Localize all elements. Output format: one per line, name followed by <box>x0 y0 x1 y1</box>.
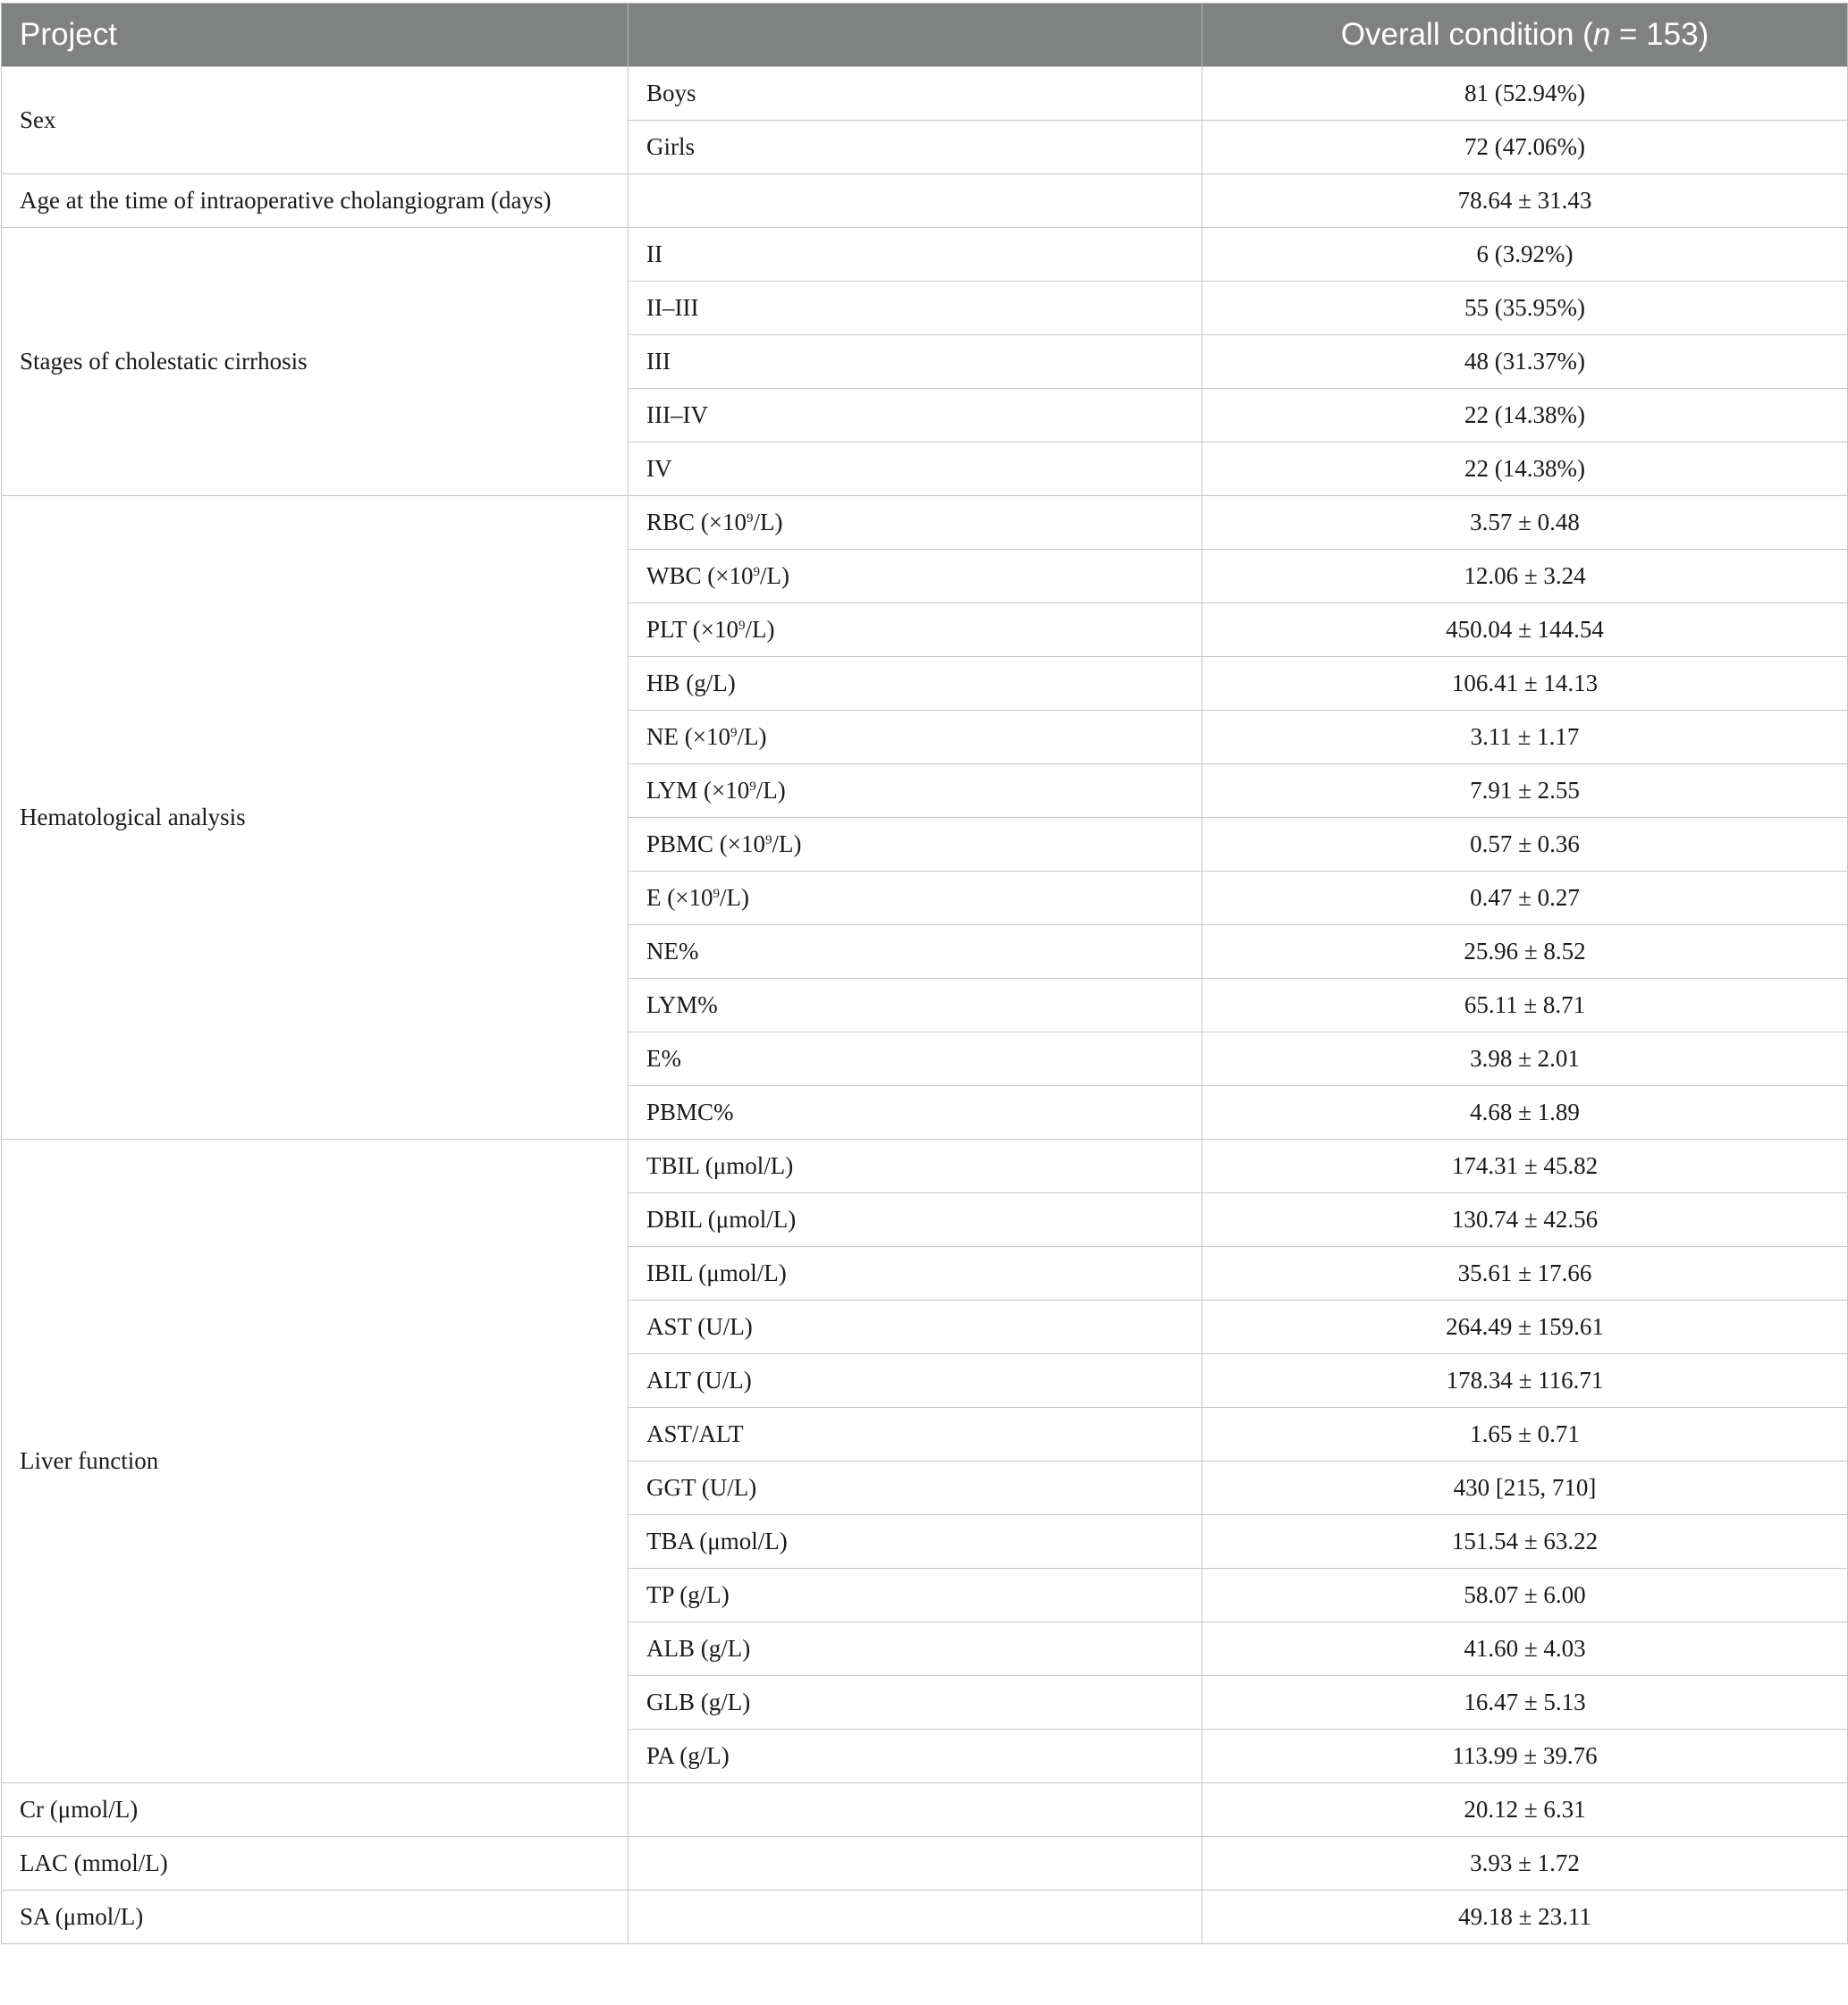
header-blank <box>629 4 1202 67</box>
header-overall-n: n <box>1592 17 1611 52</box>
value-cell: 25.96 ± 8.52 <box>1202 925 1848 979</box>
sub-cell: III–IV <box>629 389 1202 442</box>
sub-cell <box>629 550 1202 603</box>
value-cell: 6 (3.92%) <box>1202 228 1848 282</box>
value-cell: 1.65 ± 0.71 <box>1202 1408 1848 1462</box>
value-cell: 151.54 ± 63.22 <box>1202 1515 1848 1569</box>
value-cell: 174.31 ± 45.82 <box>1202 1140 1848 1193</box>
sub-cell <box>629 1783 1202 1837</box>
value-cell: 264.49 ± 159.61 <box>1202 1301 1848 1354</box>
header-overall-prefix: Overall condition ( <box>1340 17 1593 52</box>
sub-cell: E% <box>629 1032 1202 1086</box>
sub-cell: DBIL (μmol/L) <box>629 1193 1202 1247</box>
value-cell: 35.61 ± 17.66 <box>1202 1247 1848 1301</box>
sub-cell <box>629 818 1202 872</box>
table-row <box>2 67 1848 121</box>
sub-cell: PA (g/L) <box>629 1730 1202 1783</box>
sub-prefix: E (×10 <box>646 884 713 911</box>
group-cell: Cr (μmol/L) <box>2 1783 629 1837</box>
table-header-row <box>2 4 1848 67</box>
sub-cell <box>629 1891 1202 1944</box>
sub-cell: ALT (U/L) <box>629 1354 1202 1408</box>
sub-prefix: RBC (×10 <box>646 509 747 535</box>
value-cell: 55 (35.95%) <box>1202 282 1848 335</box>
sub-cell: TBIL (μmol/L) <box>629 1140 1202 1193</box>
value-cell: 49.18 ± 23.11 <box>1202 1891 1848 1944</box>
sub-cell <box>629 764 1202 818</box>
value-cell: 48 (31.37%) <box>1202 335 1848 389</box>
sub-suffix: /L) <box>737 723 767 750</box>
group-cell: LAC (mmol/L) <box>2 1837 629 1891</box>
sub-cell: IBIL (μmol/L) <box>629 1247 1202 1301</box>
table-row <box>2 228 1848 282</box>
group-cell: Liver function <box>2 1140 629 1783</box>
value-cell: 22 (14.38%) <box>1202 442 1848 496</box>
sub-cell: LYM% <box>629 979 1202 1032</box>
sub-sup: 9 <box>749 779 756 794</box>
sub-prefix: WBC (×10 <box>646 562 754 589</box>
table-row <box>2 1837 1848 1891</box>
sub-cell <box>629 496 1202 550</box>
value-cell: 58.07 ± 6.00 <box>1202 1569 1848 1622</box>
sub-cell: TBA (μmol/L) <box>629 1515 1202 1569</box>
value-cell: 3.57 ± 0.48 <box>1202 496 1848 550</box>
sub-cell: TP (g/L) <box>629 1569 1202 1622</box>
sub-cell <box>629 603 1202 657</box>
table-row <box>2 496 1848 550</box>
sub-cell: GGT (U/L) <box>629 1462 1202 1515</box>
value-cell: 81 (52.94%) <box>1202 67 1848 121</box>
sub-suffix: /L) <box>759 562 789 589</box>
value-cell: 65.11 ± 8.71 <box>1202 979 1848 1032</box>
value-cell: 12.06 ± 3.24 <box>1202 550 1848 603</box>
value-cell: 430 [215, 710] <box>1202 1462 1848 1515</box>
value-cell: 3.98 ± 2.01 <box>1202 1032 1848 1086</box>
sub-sup: 9 <box>765 833 772 847</box>
sub-cell: ALB (g/L) <box>629 1622 1202 1676</box>
value-cell: 0.47 ± 0.27 <box>1202 872 1848 925</box>
characteristics-table <box>1 3 1848 1944</box>
header-project: Project <box>2 4 629 67</box>
sub-cell: PBMC% <box>629 1086 1202 1140</box>
sub-cell: Girls <box>629 121 1202 174</box>
value-cell: 7.91 ± 2.55 <box>1202 764 1848 818</box>
sub-cell <box>629 711 1202 764</box>
table-container <box>0 3 1848 1944</box>
table-row <box>2 1783 1848 1837</box>
group-cell: Sex <box>2 67 629 174</box>
value-cell: 450.04 ± 144.54 <box>1202 603 1848 657</box>
value-cell: 20.12 ± 6.31 <box>1202 1783 1848 1837</box>
sub-cell: II <box>629 228 1202 282</box>
value-cell: 106.41 ± 14.13 <box>1202 657 1848 711</box>
sub-sup: 9 <box>753 565 760 579</box>
sub-suffix: /L) <box>753 509 783 535</box>
sub-cell: III <box>629 335 1202 389</box>
header-overall-suffix: = 153) <box>1610 17 1709 52</box>
group-cell: Hematological analysis <box>2 496 629 1140</box>
value-cell: 72 (47.06%) <box>1202 121 1848 174</box>
sub-prefix: NE (×10 <box>646 723 730 750</box>
group-cell: Age at the time of intraoperative cholangiogram (days) <box>2 174 629 228</box>
value-cell: 113.99 ± 39.76 <box>1202 1730 1848 1783</box>
value-cell: 3.93 ± 1.72 <box>1202 1837 1848 1891</box>
group-cell: SA (μmol/L) <box>2 1891 629 1944</box>
sub-prefix: LYM (×10 <box>646 777 750 804</box>
table-row <box>2 1140 1848 1193</box>
sub-cell <box>629 174 1202 228</box>
sub-suffix: /L) <box>755 777 786 804</box>
sub-suffix: /L) <box>745 616 775 643</box>
sub-sup: 9 <box>713 887 720 901</box>
value-cell: 16.47 ± 5.13 <box>1202 1676 1848 1730</box>
value-cell: 3.11 ± 1.17 <box>1202 711 1848 764</box>
value-cell: 4.68 ± 1.89 <box>1202 1086 1848 1140</box>
sub-suffix: /L) <box>719 884 749 911</box>
table-row <box>2 1891 1848 1944</box>
group-cell: Stages of cholestatic cirrhosis <box>2 228 629 496</box>
sub-cell: HB (g/L) <box>629 657 1202 711</box>
sub-cell <box>629 1837 1202 1891</box>
sub-cell <box>629 872 1202 925</box>
value-cell: 178.34 ± 116.71 <box>1202 1354 1848 1408</box>
value-cell: 130.74 ± 42.56 <box>1202 1193 1848 1247</box>
sub-prefix: PLT (×10 <box>646 616 739 643</box>
sub-cell: II–III <box>629 282 1202 335</box>
sub-sup: 9 <box>738 619 746 633</box>
value-cell: 41.60 ± 4.03 <box>1202 1622 1848 1676</box>
sub-cell: NE% <box>629 925 1202 979</box>
sub-cell: AST (U/L) <box>629 1301 1202 1354</box>
sub-cell: GLB (g/L) <box>629 1676 1202 1730</box>
table-row <box>2 174 1848 228</box>
value-cell: 22 (14.38%) <box>1202 389 1848 442</box>
header-overall-condition <box>1202 4 1848 67</box>
sub-cell: AST/ALT <box>629 1408 1202 1462</box>
value-cell: 78.64 ± 31.43 <box>1202 174 1848 228</box>
sub-cell: IV <box>629 442 1202 496</box>
value-cell: 0.57 ± 0.36 <box>1202 818 1848 872</box>
sub-suffix: /L) <box>772 830 802 857</box>
sub-prefix: PBMC (×10 <box>646 830 766 857</box>
sub-cell: Boys <box>629 67 1202 121</box>
sub-sup: 9 <box>730 726 738 740</box>
sub-sup: 9 <box>747 511 754 526</box>
